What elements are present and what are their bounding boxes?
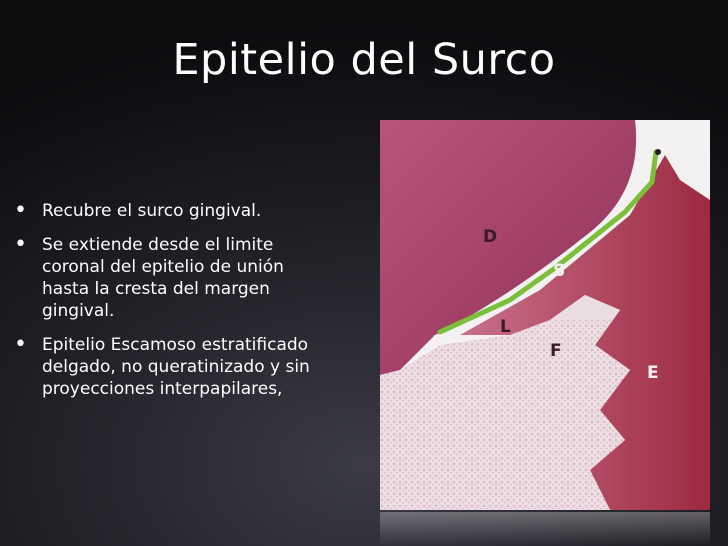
bullet-line: delgado, no queratinizado y sin — [42, 357, 310, 377]
sulcus-end-marker — [655, 149, 661, 155]
bullet-marker: • — [14, 232, 27, 257]
histology-image — [380, 120, 710, 510]
label-s: S — [553, 261, 566, 281]
bullet-line: proyecciones interpapilares, — [42, 379, 283, 399]
bullet-marker: • — [14, 332, 27, 357]
bullet-list — [14, 200, 374, 412]
bullet-item — [14, 334, 374, 400]
bullet-line: gingival. — [42, 301, 115, 321]
bullet-line: Epitelio Escamoso estratificado — [42, 335, 309, 355]
bullet-item — [14, 200, 374, 222]
bullet-line: Se extiende desde el limite — [42, 235, 274, 255]
bullet-line: coronal del epitelio de unión — [42, 257, 284, 277]
bullet-line: Recubre el surco gingival. — [42, 201, 262, 221]
label-f: F — [550, 341, 562, 361]
slide-title: Epitelio del Surco — [172, 35, 556, 85]
label-e: E — [647, 363, 659, 383]
label-l: L — [500, 317, 511, 337]
label-d: D — [483, 227, 498, 247]
bullet-marker: • — [14, 198, 27, 223]
label-i: I — [432, 333, 439, 353]
bullet-item — [14, 234, 374, 322]
image-reflection — [380, 512, 710, 546]
bullet-line: hasta la cresta del margen — [42, 279, 270, 299]
